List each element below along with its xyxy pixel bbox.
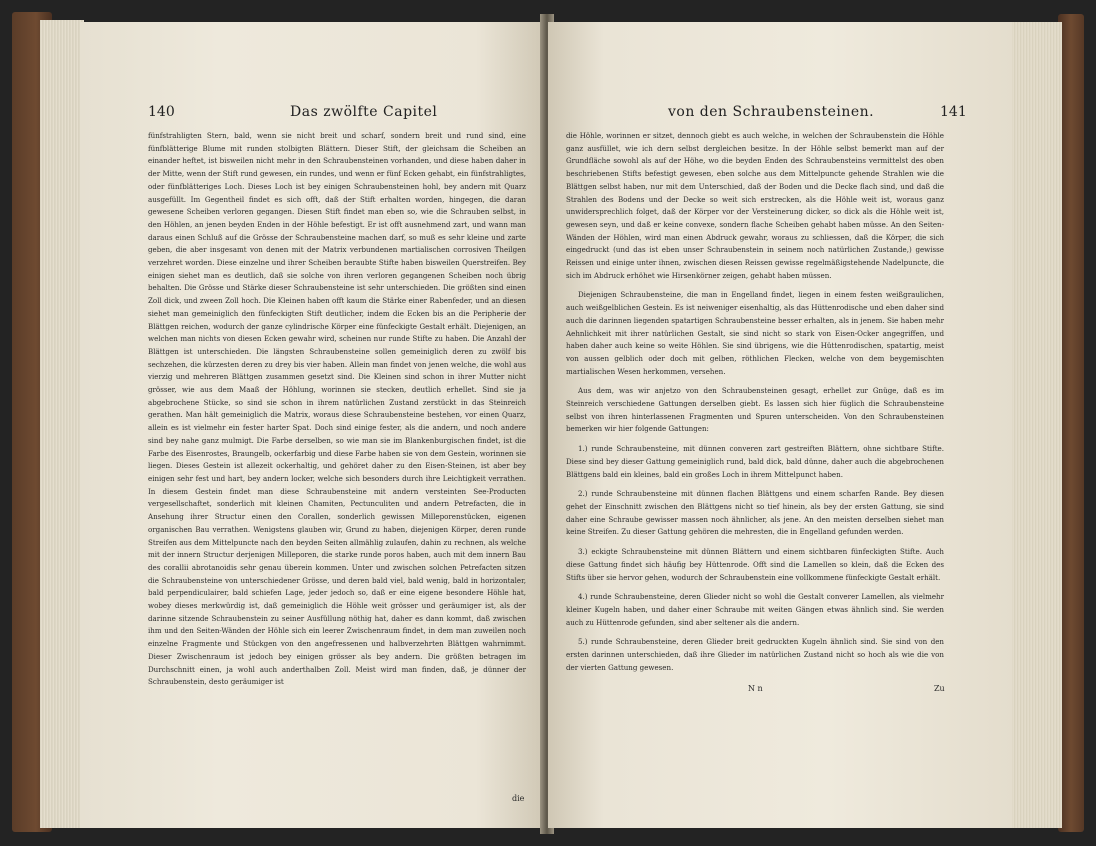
left-paragraph: fünfstrahligten Stern, bald, wenn sie nicht breit und scharf, sondern breit und rund sind, eine fünfblätterige Blume mit runden stolbigten Blättern. Dieser Stift, der gleichsam die Scheiben an einander heftet, ist bisweilen nicht mehr in den Schraubensteinen vorhanden, und diese haben daher in der Mitte, wenn der Stift rund gewesen, ein rundes, und wenn er fünf Ecken gehabt, ein fünfstrahligtes, oder fünfblätteriges Loch. Dieses Loch ist bey einigen Schraubensteinen hohl, bey andern mit Quarz ausgefüllt. Im Gegentheil findet es sich offt, daß der Stift erhalten worden, hingegen, die daran gewesene Scheiben verloren gegangen. Diesen Stift findet man eben so, wie die Schrauben selbst, in den Höhlen, an jenen beyden Enden in der Höhle befestigt. Er ist offt ausnehmend zart, und wann man daraus einen Schluß auf die Grösse der Schraubensteine machen darf, so muß es sehr kleine und zarte geben, die aber insgesamt von denen mit der Matrix verbundenen martialischen corrosiven Theilgen verzehret worden. Diese einzelne und ihrer Scheiben beraubte Stifte haben bisweilen Querstreifen. Bey einigen siehet man es deutlich, daß sie solche von ihren verloren gegangenen Scheiben noch übrig behalten. Die Grösse und Stärke dieser Schraubensteine ist sehr unterschieden. Die größten sind einen Zoll dick, und zween Zoll hoch. Die Kleinen haben offt kaum die Stärke einer Rabenfeder, und an diesen siehet man gemeiniglich den fünfeckigten Stift deutlicher, indem die Ecken bis an die Peripherie der Blättgen reichen, wodurch der ganze cylindrische Körper eine fünfeckigte Gestalt erhält. Diejenigen, an welchen man nichts von diesen Ecken gewahr wird, scheinen nur runde Stifte zu haben. Die Anzahl der Blättgen ist unterschieden. Die längsten Schraubensteine sollen gemeiniglich deren zu zwölf bis sechzehen, die kürzesten deren zu drey bis vier haben. Allein man findet von jenen welche, die wohl aus vierzig und mehreren Blättgen zusammen gesetzt sind. Die Kleinen sind schon in ihrer Mutter nicht grösser, wie aus dem Maaß der Höhlung, worinnen sie stecken, deutlich erhellet. Sind sie ja abgebrochene Stücke, so sind sie schon in ihrem natürlichen Zustand zerstückt in das Steinreich gerathen. Man hält gemeiniglich die Matrix, woraus diese Schraubensteine bestehen, vor einen Quarz, allein es ist vielmehr ein fester harter Spat. Doch sind einige fester, als die andern, und noch andere sind bey nahe ganz mulmigt. Die Farbe derselben, so wie man sie im Blankenburgischen findet, ist die Farbe des Eisenrostes, Braungelb, ockerfarbig und diese Farbe haben sie von dem Gestein, worinnen sie liegen. Dieses Gestein ist allezeit ockerhaltig, und gehöret daher zu den Eisen-Steinen, ist aber bey einigen sehr fest und hart, bey andern locker, welche sich besonders durch ihre Leichtigkeit verrathen. In diesem Gestein findet man diese Schraubensteine mit andern versteinten See-Producten vergesellschaftet, sonderlich mit kleinen Chamiten, Pectunculiten und andern Petrefacten, die in Ansehung ihrer Structur einen den Corallen, sonderlich gewissen Milleporenstücken, eigenen organischen Bau verrathen. Wenigstens glauben wir, Grund zu haben, diejenigen Körper, deren runde Streifen aus dem Mittelpuncte nach den beyden Seiten allmählig zulaufen, dahin zu rechnen, als welche mit der innern Structur derjenigen Milleporen, die starke runde poros haben, auch mit dem innern Bau des corallii abrotanoidis sehr genau überein kommen. Unter und zwischen solchen Petrefacten sitzen die Schraubensteine von unterschiedener Grösse, und deren bald viel, bald wenig, bald in horizontaler, bald perpendiculairer, bald schiefen Lage, jeder jedoch so, daß er eine eigene besondere Höhle hat, wobey dieses merkwürdig ist, daß gemeiniglich die Höhle weit grösser und geräumiger ist, als der darinne sitzende Schraubenstein zu seiner Ausfüllung nöthig hat, daher es dann kommt, daß zwischen ihm und den Seiten-Wänden der Höhle sich ein leerer Zwischenraum findet, in dem man zuweilen noch einzelne Fragmente und Stückgen von den angefressenen und halbverzehrten Blättgen wahrnimmt. Dieser Zwischenraum ist jedoch bey einigen grösser als bey andern. Die größten betragen im Durchschnitt einen, ja wohl auch anderthalben Zoll. Meist wird man finden, daß, je dünner der Schraubenstein, desto geräumiger ist: [148, 131, 526, 687]
left-running-title: Das zwölfte Capitel: [290, 104, 438, 120]
right-running-title: von den Schraubensteinen.: [668, 104, 875, 120]
right-text-block: [566, 130, 944, 674]
right-catchword: Zu: [934, 684, 945, 693]
right-paragraph-2: Diejenigen Schraubensteine, die man in Engelland findet, liegen in einem festen weißgraulichen, auch weißgelblichen Gestein. Es ist neiweniger eisenhaltig, als das Hüttenrodische und eben daher sind auch die darinnen liegenden spatartigen Schraubensteine besser erhalten, als in jenem. Sie haben mehr Aehnlichkeit mit ihrer natürlichen Gestalt, sie sind nicht so stark von Eisen-Ocker angegriffen, und haben daher auch keine so weite Höhlen. Sie sind übrigens, wie die Hüttenrodischen, spatartig, meist von aussen gelblich oder doch mit gelben, röthlichen Flecken, welche von dem beygemischten martialischen Wesen herkommen, versehen.: [566, 290, 944, 376]
page-stack-left: [40, 20, 84, 828]
left-running-head: [80, 104, 546, 126]
right-page-number: 141: [940, 104, 967, 120]
right-paragraph-4: 1.) runde Schraubensteine, mit dünnen converen zart gestreiften Blättern, ohne sichtbare Stifte. Diese sind bey dieser Gattung gemeiniglich rund, bald dick, bald dünne, daher auch die abgebrochenen Blättgens bald ein kleines, bald ein großes Loch in ihrem Mittelpunct haben.: [566, 444, 944, 479]
page-stack-right: [1010, 22, 1062, 828]
right-paragraph-6: 3.) eckigte Schraubensteine mit dünnen Blättern und einem sichtbaren fünfeckigten Stifte. Auch diese Gattung findet sich häufig bey Hüttenrode. Offt sind die Lamellen so klein, daß die Ecken des Stifts über sie hervor gehen, wodurch der Schraubenstein eine vollkommene fünfeckigte Gestalt erhält.: [566, 547, 944, 582]
right-paragraph-5: 2.) runde Schraubensteine mit dünnen flachen Blättgens und einem scharfen Rande. Bey diesen gehet der Einschnitt zwischen den Blättgens nicht so tief hinein, als bey der ersten Gattung, sie sind daher eine Schraube gewisser massen noch ähnlicher, als jene. An den meisten derselben siehet man keine Streifen. Zu dieser Gattung gehören die mehresten, die in Engelland gefunden werden.: [566, 489, 944, 537]
left-page-number: 140: [148, 104, 175, 120]
right-signature-mark: N n: [748, 684, 763, 693]
left-text-block: [148, 130, 526, 689]
right-running-head: [548, 104, 1012, 126]
right-page: [548, 22, 1012, 828]
left-catchword: die: [512, 794, 525, 803]
left-page: [80, 22, 546, 828]
right-paragraph-8: 5.) runde Schraubensteine, deren Glieder breit gedruckten Kugeln ähnlich sind. Sie sind von den ersten darinnen unterschieden, daß ihre Glieder im natürlichen Zustand nicht so hoch als wie die von der vierten Gattung gewesen.: [566, 637, 944, 672]
right-paragraph-7: 4.) runde Schraubensteine, deren Glieder nicht so wohl die Gestalt converer Lamellen, als vielmehr kleiner Kugeln haben, und daher einer Schraube mit weiten Gängen etwas ähnlich sind. Sie werden auch zu Hüttenrode gefunden, sind aber seltener als die andern.: [566, 592, 944, 627]
right-paragraph-1: die Höhle, worinnen er sitzet, dennoch giebt es auch welche, in welchen der Schraubenstein die Höhle ganz ausfüllet, wie ich dern selbst dergleichen besitze. In der Höhle selbst bemerkt man auf der Grundfläche sowohl als auf der Höhe, wo die beyden Enden des Schraubensteins vermittelst des oben beschriebenen Stifts befestigt gewesen, eben solche aus dem Mittelpuncte gehende Strahlen wie die Blättgen selbst haben, nur mit dem Unterschied, daß der Boden und die Decke flach sind, und daß die Strahlen des Bodens und der Decke so weit sich erstrecken, als die Höhle weit ist, woraus ganz unwidersprechlich folget, daß der Körper vor der Versteinerung dicker, so dick als die Höhle weit ist, gewesen seyn, und daß er keine convexe, sondern flache Scheiben gehabt haben müsse. An den Seiten-Wänden der Höhlen, wird man einen Abdruck gewahr, woraus zu schliessen, daß die Körper, die sich eingedruckt (und das ist eben unser Schraubenstein in seinem noch natürlichen Zustande,) gewisse Reissen und einige unter ihnen, zwischen diesen Reissen gewisse regelmäßigstehende Nadelpuncte, die sich im Abdruck erhöhet wie Hirsenkörner zeigen, gehabt haben müssen.: [566, 131, 944, 280]
right-paragraph-3: Aus dem, was wir anjetzo von den Schraubensteinen gesagt, erhellet zur Gnüge, daß es im Steinreich verschiedene Gattungen derselben giebt. Es lassen sich hier füglich die Schraubensteine selbst von ihren hinterlassenen Fragmenten und Spuren unterscheiden. Von den Schraubensteinen bemerken wir hier folgende Gattungen:: [566, 386, 944, 434]
